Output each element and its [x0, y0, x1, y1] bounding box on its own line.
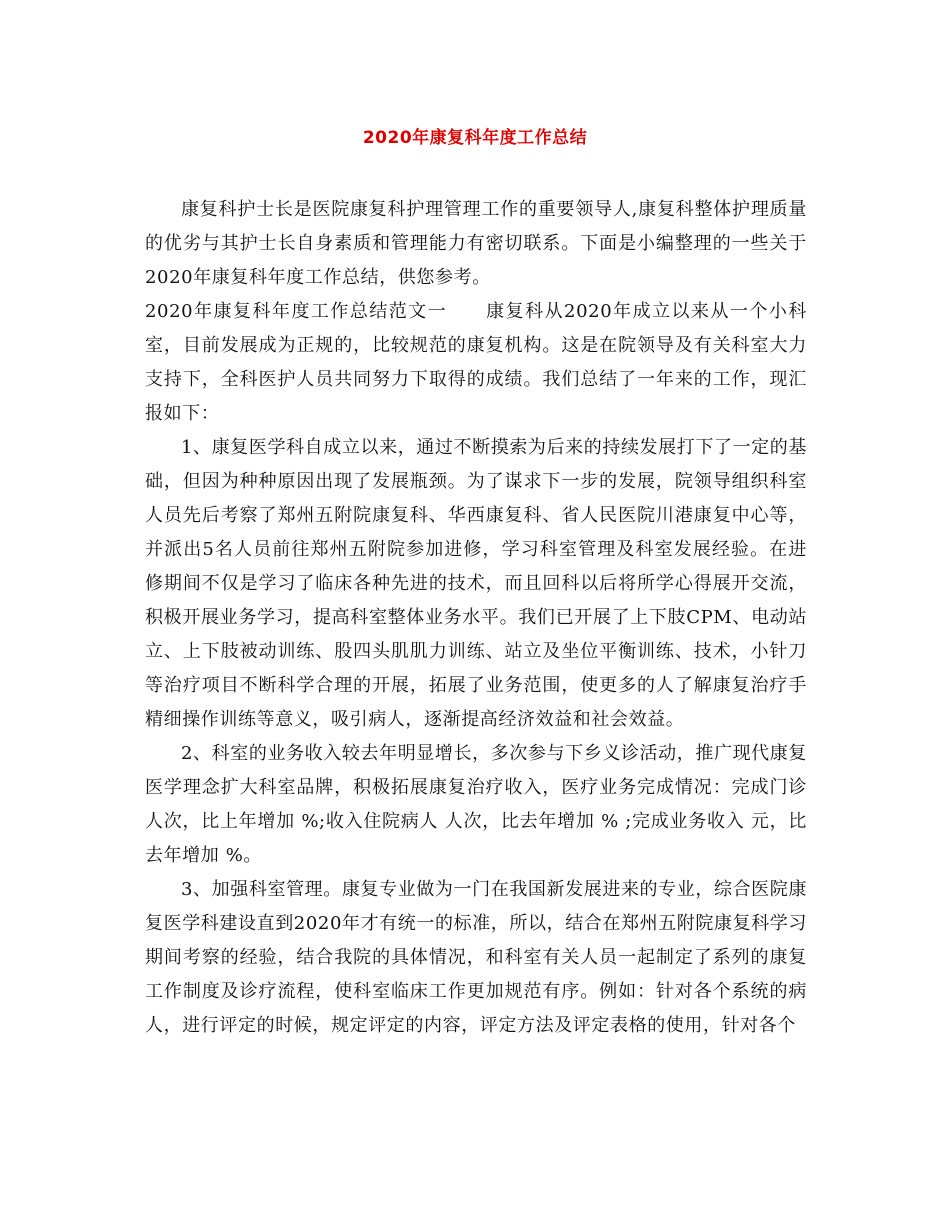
- document-body: [145, 193, 807, 1043]
- document-title: 2020年康复科年度工作总结: [362, 128, 588, 148]
- intro-paragraph: 康复科护士长是医院康复科护理管理工作的重要领导人,康复科整体护理质量的优劣与其护士长自身素质和管理能力有密切联系。下面是小编整理的一些关于2020年康复科年度工作总结，供您参考。: [145, 199, 807, 288]
- item-2-paragraph: 2、科室的业务收入较去年明显增长，多次参与下乡义诊活动，推广现代康复医学理念扩大科室品牌，积极拓展康复治疗收入，医疗业务完成情况：完成门诊人次，比上年增加 %;收入住院病人 人次，比去年增加 % ;完成业务收入 元，比去年增加 %。: [145, 743, 807, 866]
- sample-one-paragraph: 2020年康复科年度工作总结范文一 康复科从2020年成立以来从一个小科室，目前发展成为正规的，比较规范的康复机构。这是在院领导及有关科室大力支持下，全科医护人员共同努力下取得的成绩。我们总结了一年来的工作，现汇报如下：: [145, 301, 807, 424]
- item-1-paragraph: 1、康复医学科自成立以来，通过不断摸索为后来的持续发展打下了一定的基础，但因为种种原因出现了发展瓶颈。为了谋求下一步的发展，院领导组织科室人员先后考察了郑州五附院康复科、华西康复科、省人民医院川港康复中心等，并派出5名人员前往郑州五附院参加进修，学习科室管理及科室发展经验。在进修期间不仅是学习了临床各种先进的技术，而且回科以后将所学心得展开交流，积极开展业务学习，提高科室整体业务水平。我们已开展了上下肢CPM、电动站立、上下肢被动训练、股四头肌肌力训练、站立及坐位平衡训练、技术，小针刀等治疗项目不断科学合理的开展，拓展了业务范围，使更多的人了解康复治疗手精细操作训练等意义，吸引病人，逐渐提高经济效益和社会效益。: [145, 437, 807, 730]
- item-3-paragraph: 3、加强科室管理。康复专业做为一门在我国新发展进来的专业，综合医院康复医学科建设直到2020年才有统一的标准，所以，结合在郑州五附院康复科学习期间考察的经验，结合我院的具体情况，和科室有关人员一起制定了系列的康复工作制度及诊疗流程，使科室临床工作更加规范有序。例如：针对各个系统的病人，进行评定的时候，规定评定的内容，评定方法及评定表格的使用，针对各个: [145, 879, 808, 1036]
